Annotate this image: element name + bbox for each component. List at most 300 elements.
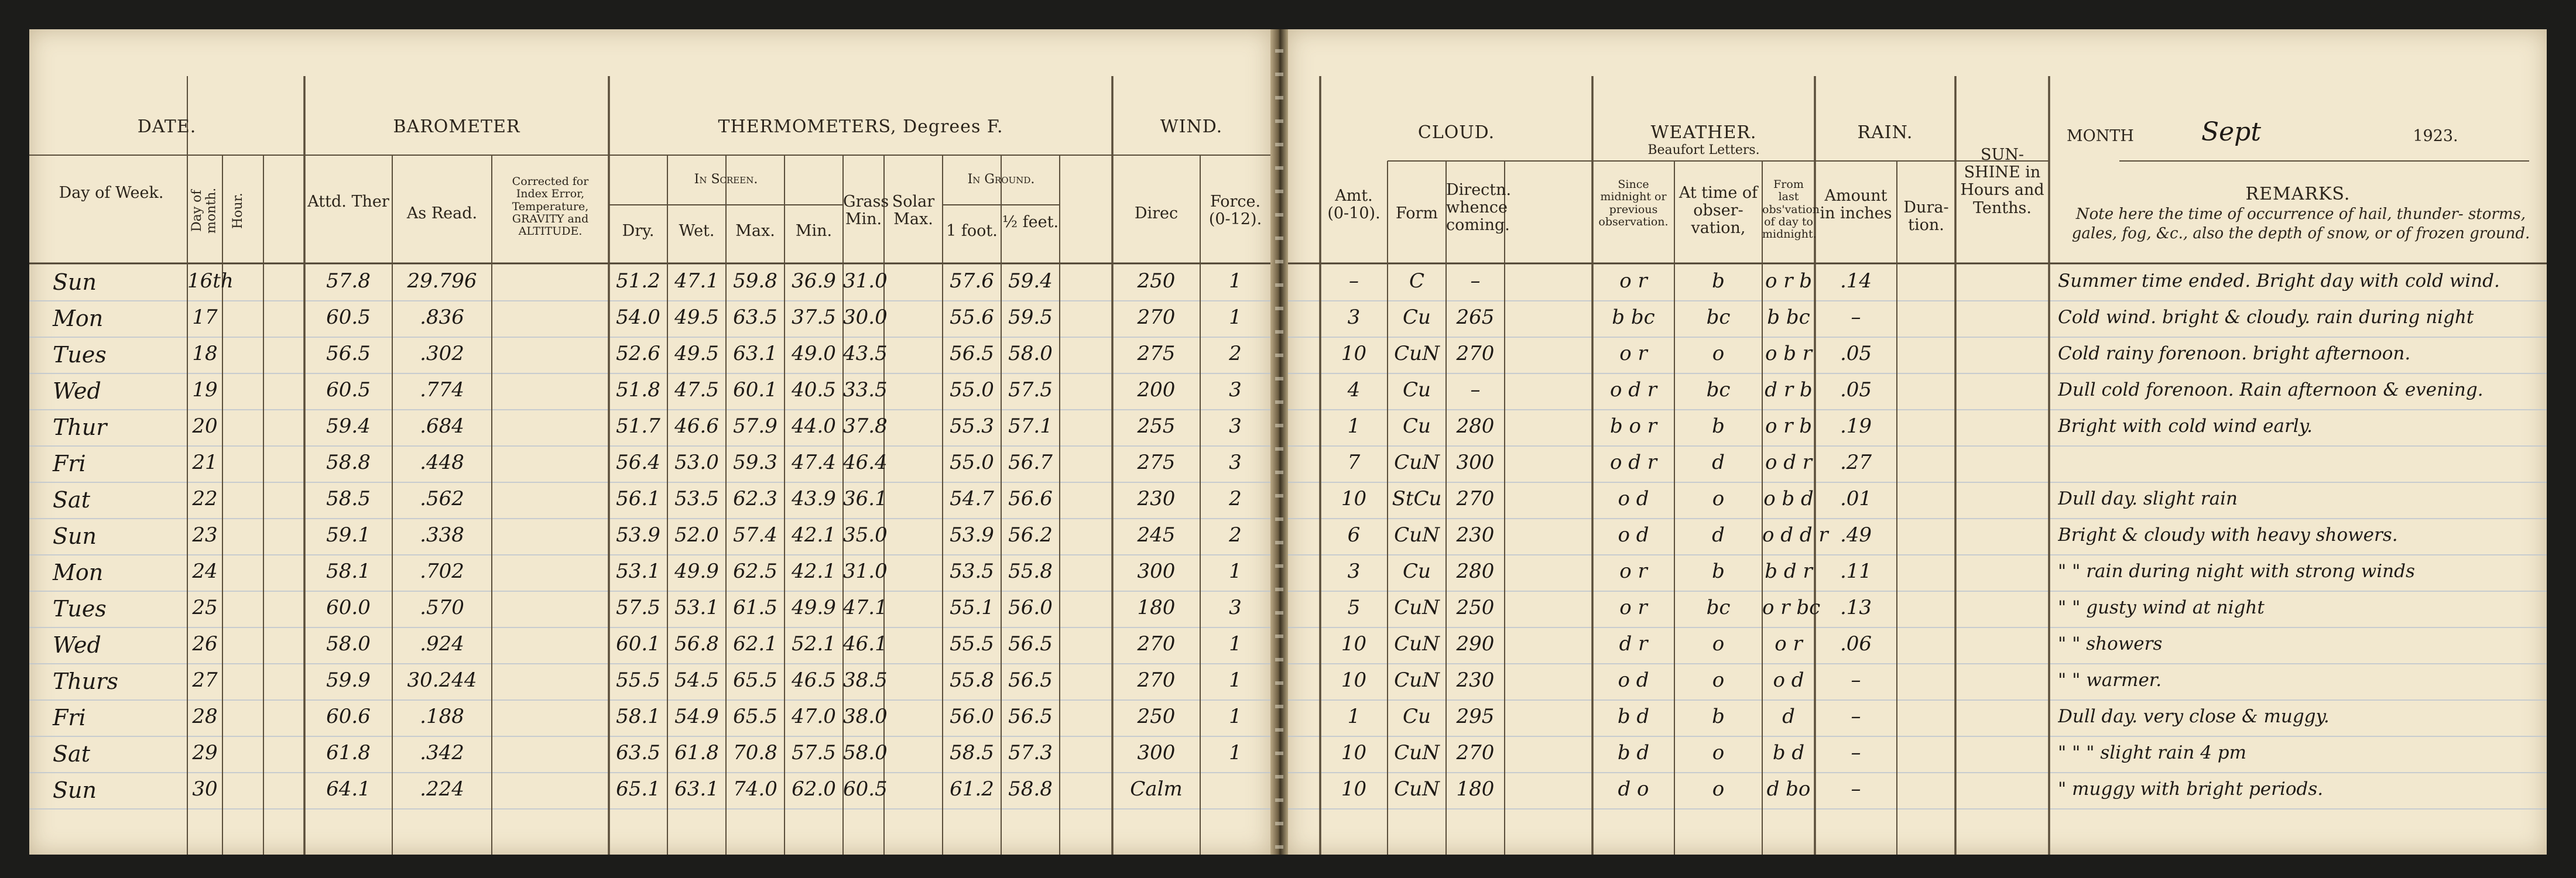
group-barometer: BAROMETER — [393, 116, 520, 137]
cell-weather-from-last: o d r — [1765, 451, 1813, 474]
cell-grass-min: 60.5 — [843, 777, 888, 801]
cell-day-of-month: 26 — [192, 632, 218, 656]
cell-wind-direction: 270 — [1137, 632, 1176, 656]
cell-as-read: .448 — [420, 451, 464, 474]
col-day-of-month: Day of month. — [190, 187, 219, 234]
cell-cloud-form: CuN — [1394, 632, 1440, 656]
cell-cloud-amount: 10 — [1341, 668, 1367, 692]
cell-ground-1ft: 55.3 — [950, 414, 994, 438]
cell-cloud-direction: 280 — [1456, 560, 1495, 583]
cell-cloud-amount: 10 — [1341, 741, 1367, 764]
cell-cloud-form: Cu — [1403, 560, 1431, 583]
col-dry: Dry. — [622, 222, 655, 240]
cell-rain-amount: – — [1851, 306, 1861, 329]
cell-day-of-week: Fri — [53, 705, 86, 730]
cell-cloud-direction: 270 — [1456, 487, 1495, 510]
cell-weather-from-last: d r b — [1765, 378, 1813, 402]
cell-attd-ther: 60.5 — [326, 306, 371, 329]
group-wind: WIND. — [1160, 116, 1223, 137]
col-half-feet: ½ feet. — [1002, 213, 1059, 231]
cell-max: 61.5 — [733, 596, 777, 619]
cell-weather-since: o r — [1619, 342, 1647, 365]
cell-dry: 57.5 — [616, 596, 660, 619]
cell-as-read: .342 — [420, 741, 464, 764]
cell-as-read: .302 — [420, 342, 464, 365]
cell-ground-1ft: 54.7 — [950, 487, 994, 510]
cell-dry: 63.5 — [616, 741, 660, 764]
cell-wet: 53.5 — [674, 487, 719, 510]
cell-wind-direction: 200 — [1137, 378, 1176, 402]
cell-grass-min: 37.8 — [843, 414, 888, 438]
cell-wind-force: 1 — [1229, 668, 1242, 692]
cell-weather-from-last: o d d r — [1762, 523, 1828, 547]
col-one-foot: 1 foot. — [946, 222, 998, 240]
col-rain-amount: Amount in inches — [1820, 187, 1892, 223]
cell-day-of-month: 29 — [192, 741, 218, 764]
cell-remark: Cold rainy forenoon. bright afternoon. — [2058, 343, 2411, 364]
cell-cloud-amount: 10 — [1341, 632, 1367, 656]
cell-min: 43.9 — [792, 487, 836, 510]
cell-weather-at-time: b — [1712, 414, 1725, 438]
cell-cloud-amount: 10 — [1341, 342, 1367, 365]
cell-attd-ther: 58.1 — [326, 560, 371, 583]
group-cloud: CLOUD. — [1417, 122, 1495, 143]
cell-ground-half: 56.7 — [1008, 451, 1053, 474]
cell-rain-amount: .27 — [1839, 451, 1872, 474]
cell-dry: 53.9 — [616, 523, 660, 547]
cell-weather-since: d r — [1619, 632, 1648, 656]
cell-cloud-form: CuN — [1394, 451, 1440, 474]
cell-wind-force: 2 — [1229, 342, 1242, 365]
cell-cloud-form: CuN — [1394, 342, 1440, 365]
cell-min: 37.5 — [792, 306, 836, 329]
cell-dry: 51.2 — [616, 269, 660, 293]
col-at-time: At time of obser- vation, — [1678, 184, 1758, 238]
cell-cloud-form: Cu — [1403, 414, 1431, 438]
cell-day-of-week: Wed — [53, 378, 101, 404]
cell-weather-from-last: b bc — [1767, 306, 1810, 329]
remarks-note: Note here the time of occurrence of hail, thunder- storms, gales, fog, &c., also the depth of snow, or of frozen ground. — [2071, 205, 2530, 242]
cell-wet: 61.8 — [674, 741, 719, 764]
cell-dry: 54.0 — [616, 306, 660, 329]
cell-wind-force: 1 — [1229, 705, 1242, 728]
col-in-screen: In Screen. — [694, 172, 758, 187]
cell-day-of-week: Mon — [53, 306, 104, 331]
cell-ground-half: 56.0 — [1008, 596, 1053, 619]
cell-ground-1ft: 55.6 — [950, 306, 994, 329]
cell-wind-direction: 270 — [1137, 306, 1176, 329]
group-thermometers: THERMOMETERS, Degrees F. — [718, 116, 1003, 137]
cell-day-of-month: 24 — [192, 560, 218, 583]
group-rain: RAIN. — [1857, 122, 1913, 143]
cell-weather-from-last: o b r — [1765, 342, 1813, 365]
cell-attd-ther: 57.8 — [326, 269, 371, 293]
cell-cloud-form: CuN — [1394, 777, 1440, 801]
cell-day-of-week: Wed — [53, 632, 101, 658]
cell-weather-at-time: b — [1712, 269, 1725, 293]
cell-day-of-week: Mon — [53, 560, 104, 585]
cell-weather-from-last: o r b — [1765, 414, 1813, 438]
cell-wind-force: 3 — [1229, 378, 1242, 402]
cell-cloud-direction: 265 — [1456, 306, 1495, 329]
cell-attd-ther: 60.6 — [326, 705, 371, 728]
cell-weather-since: o r — [1619, 560, 1647, 583]
cell-wind-force: 1 — [1229, 560, 1242, 583]
cell-grass-min: 58.0 — [843, 741, 888, 764]
cell-cloud-form: Cu — [1403, 378, 1431, 402]
cell-remark: " " " slight rain 4 pm — [2058, 742, 2247, 763]
right-page — [1288, 29, 2547, 855]
cell-cloud-direction: 230 — [1456, 668, 1495, 692]
col-grass-min: Grass Min. — [843, 193, 889, 229]
cell-day-of-week: Sat — [53, 487, 90, 513]
cell-remark: " " warmer. — [2058, 670, 2162, 691]
cell-cloud-direction: 295 — [1456, 705, 1495, 728]
cell-ground-half: 56.5 — [1008, 632, 1053, 656]
col-wet: Wet. — [679, 222, 715, 240]
cell-ground-half: 55.8 — [1008, 560, 1053, 583]
cell-min: 46.5 — [792, 668, 836, 692]
cell-cloud-amount: 1 — [1347, 414, 1361, 438]
cell-day-of-week: Thur — [53, 414, 107, 440]
cell-wind-direction: 250 — [1137, 269, 1176, 293]
cell-day-of-week: Tues — [53, 596, 107, 622]
cell-cloud-form: Cu — [1403, 306, 1431, 329]
cell-remark: Dull day. very close & muggy. — [2058, 706, 2330, 727]
cell-day-of-month: 20 — [192, 414, 218, 438]
cell-wind-direction: 300 — [1137, 741, 1176, 764]
cell-cloud-direction: – — [1470, 269, 1481, 293]
left-ledger-lines — [29, 29, 1270, 855]
cell-wind-force: 3 — [1229, 414, 1242, 438]
cell-rain-amount: .49 — [1839, 523, 1872, 547]
cell-wind-direction: 255 — [1137, 414, 1176, 438]
cell-cloud-amount: 10 — [1341, 487, 1367, 510]
cell-ground-half: 56.5 — [1008, 668, 1053, 692]
cell-weather-since: d o — [1618, 777, 1649, 801]
cell-weather-since: o d r — [1609, 378, 1657, 402]
col-in-ground: In Ground. — [967, 172, 1035, 187]
cell-wind-direction: Calm — [1130, 777, 1183, 801]
cell-rain-amount: .05 — [1839, 378, 1872, 402]
cell-day-of-month: 25 — [192, 596, 218, 619]
cell-ground-half: 59.5 — [1008, 306, 1053, 329]
cell-remark: Dull cold forenoon. Rain afternoon & evening. — [2058, 379, 2483, 400]
cell-rain-amount: .19 — [1839, 414, 1872, 438]
cell-day-of-month: 23 — [192, 523, 218, 547]
cell-cloud-direction: 270 — [1456, 741, 1495, 764]
col-as-read: As Read. — [406, 204, 478, 222]
cell-ground-1ft: 61.2 — [950, 777, 994, 801]
cell-attd-ther: 60.5 — [326, 378, 371, 402]
cell-wet: 52.0 — [674, 523, 719, 547]
cell-weather-from-last: o r — [1775, 632, 1803, 656]
cell-day-of-month: 16th — [187, 269, 234, 293]
cell-cloud-amount: 3 — [1347, 560, 1361, 583]
cell-remark: Summer time ended. Bright day with cold wind. — [2058, 270, 2500, 291]
cell-weather-since: b d — [1617, 741, 1650, 764]
year-value: 1923. — [2413, 127, 2458, 145]
cell-wet: 49.9 — [674, 560, 719, 583]
cell-rain-amount: – — [1851, 668, 1861, 692]
cell-as-read: .188 — [420, 705, 464, 728]
cell-dry: 56.4 — [616, 451, 660, 474]
cell-wet: 49.5 — [674, 342, 719, 365]
remarks-header: REMARKS. — [2245, 184, 2351, 204]
cell-max: 63.1 — [733, 342, 777, 365]
cell-grass-min: 36.1 — [843, 487, 888, 510]
cell-weather-at-time: bc — [1706, 306, 1731, 329]
cell-day-of-week: Fri — [53, 451, 86, 476]
cell-ground-half: 56.2 — [1008, 523, 1053, 547]
cell-rain-amount: .01 — [1839, 487, 1872, 510]
cell-as-read: .924 — [420, 632, 464, 656]
cell-cloud-direction: 290 — [1456, 632, 1495, 656]
cell-weather-from-last: o b d — [1763, 487, 1814, 510]
cell-weather-at-time: o — [1712, 777, 1725, 801]
cell-ground-1ft: 53.5 — [950, 560, 994, 583]
cell-ground-1ft: 55.0 — [950, 378, 994, 402]
cell-wet: 49.5 — [674, 306, 719, 329]
cell-ground-1ft: 55.0 — [950, 451, 994, 474]
cell-day-of-month: 27 — [192, 668, 218, 692]
col-cloud-amount: Amt. (0-10). — [1327, 187, 1381, 223]
cell-weather-from-last: o d — [1773, 668, 1804, 692]
cell-weather-from-last: o r bc — [1762, 596, 1821, 619]
cell-wet: 56.8 — [674, 632, 719, 656]
cell-ground-1ft: 57.6 — [950, 269, 994, 293]
cell-attd-ther: 58.0 — [326, 632, 371, 656]
cell-cloud-amount: 4 — [1347, 378, 1361, 402]
cell-cloud-form: StCu — [1392, 487, 1442, 510]
cell-wet: 53.1 — [674, 596, 719, 619]
cell-weather-at-time: o — [1712, 668, 1725, 692]
cell-rain-amount: .13 — [1839, 596, 1872, 619]
cell-attd-ther: 64.1 — [326, 777, 371, 801]
cell-as-read: 29.796 — [407, 269, 477, 293]
cell-cloud-form: CuN — [1394, 596, 1440, 619]
cell-wind-direction: 245 — [1137, 523, 1176, 547]
col-attd-ther: Attd. Ther — [307, 193, 389, 211]
cell-weather-at-time: d — [1712, 523, 1725, 547]
cell-as-read: .702 — [420, 560, 464, 583]
cell-wet: 47.5 — [674, 378, 719, 402]
cell-rain-amount: .14 — [1839, 269, 1872, 293]
cell-weather-at-time: bc — [1706, 596, 1731, 619]
cell-rain-amount: .11 — [1839, 560, 1872, 583]
cell-wet: 63.1 — [674, 777, 719, 801]
cell-attd-ther: 56.5 — [326, 342, 371, 365]
cell-cloud-direction: 180 — [1456, 777, 1495, 801]
cell-min: 42.1 — [792, 523, 836, 547]
cell-weather-from-last: d bo — [1766, 777, 1811, 801]
cell-cloud-form: Cu — [1403, 705, 1431, 728]
cell-grass-min: 31.0 — [843, 560, 888, 583]
cell-ground-half: 58.0 — [1008, 342, 1053, 365]
cell-weather-since: o d — [1618, 523, 1649, 547]
cell-min: 52.1 — [792, 632, 836, 656]
cell-grass-min: 30.0 — [843, 306, 888, 329]
cell-weather-at-time: bc — [1706, 378, 1731, 402]
cell-day-of-month: 19 — [192, 378, 218, 402]
cell-attd-ther: 60.0 — [326, 596, 371, 619]
cell-weather-at-time: d — [1712, 451, 1725, 474]
cell-day-of-week: Sun — [53, 777, 97, 803]
cell-remark: Cold wind. bright & cloudy. rain during night — [2058, 307, 2474, 328]
cell-attd-ther: 59.9 — [326, 668, 371, 692]
cell-cloud-amount: – — [1349, 269, 1359, 293]
cell-weather-since: o r — [1619, 596, 1647, 619]
cell-cloud-amount: 7 — [1347, 451, 1361, 474]
cell-weather-from-last: o r b — [1765, 269, 1813, 293]
group-sunshine: SUN- SHINE in Hours and Tenths. — [1960, 146, 2044, 217]
cell-day-of-week: Sun — [53, 523, 97, 549]
cell-day-of-month: 21 — [192, 451, 218, 474]
cell-min: 62.0 — [792, 777, 836, 801]
cell-max: 62.1 — [733, 632, 777, 656]
cell-dry: 53.1 — [616, 560, 660, 583]
cell-wind-force: 3 — [1229, 451, 1242, 474]
cell-max: 62.3 — [733, 487, 777, 510]
cell-ground-1ft: 56.5 — [950, 342, 994, 365]
group-date: DATE. — [137, 116, 197, 137]
month-label: MONTH — [2067, 127, 2134, 145]
cell-weather-since: o d — [1618, 487, 1649, 510]
cell-min: 49.0 — [792, 342, 836, 365]
col-hour: Hour. — [231, 193, 245, 229]
cell-weather-since: o d — [1618, 668, 1649, 692]
group-weather: WEATHER. — [1650, 122, 1757, 143]
cell-ground-1ft: 56.0 — [950, 705, 994, 728]
cell-attd-ther: 58.8 — [326, 451, 371, 474]
cell-cloud-direction: 250 — [1456, 596, 1495, 619]
left-page — [29, 29, 1270, 855]
cell-cloud-form: C — [1409, 269, 1424, 293]
cell-as-read: .836 — [420, 306, 464, 329]
cell-rain-amount: – — [1851, 777, 1861, 801]
cell-wind-force: 3 — [1229, 596, 1242, 619]
cell-max: 59.8 — [733, 269, 777, 293]
cell-max: 74.0 — [733, 777, 777, 801]
cell-ground-half: 58.8 — [1008, 777, 1053, 801]
cell-min: 47.4 — [792, 451, 836, 474]
cell-cloud-form: CuN — [1394, 741, 1440, 764]
cell-wind-force: 2 — [1229, 487, 1242, 510]
cell-weather-since: o d r — [1609, 451, 1657, 474]
cell-as-read: .570 — [420, 596, 464, 619]
cell-grass-min: 46.1 — [843, 632, 888, 656]
cell-weather-at-time: o — [1712, 342, 1725, 365]
col-force: Force. (0-12). — [1208, 193, 1262, 229]
cell-ground-half: 56.6 — [1008, 487, 1053, 510]
cell-wet: 47.1 — [674, 269, 719, 293]
group-weather-sub: Beaufort Letters. — [1647, 143, 1760, 157]
col-day-of-week: Day of Week. — [59, 184, 164, 202]
cell-min: 40.5 — [792, 378, 836, 402]
cell-wind-direction: 275 — [1137, 342, 1176, 365]
cell-dry: 65.1 — [616, 777, 660, 801]
cell-max: 65.5 — [733, 668, 777, 692]
cell-attd-ther: 59.4 — [326, 414, 371, 438]
cell-wind-force: 1 — [1229, 269, 1242, 293]
cell-max: 59.3 — [733, 451, 777, 474]
cell-dry: 58.1 — [616, 705, 660, 728]
cell-cloud-direction: 270 — [1456, 342, 1495, 365]
cell-min: 42.1 — [792, 560, 836, 583]
cell-wet: 53.0 — [674, 451, 719, 474]
cell-max: 63.5 — [733, 306, 777, 329]
cell-cloud-form: CuN — [1394, 523, 1440, 547]
cell-as-read: 30.244 — [407, 668, 477, 692]
cell-cloud-direction: – — [1470, 378, 1481, 402]
cell-ground-1ft: 58.5 — [950, 741, 994, 764]
cell-max: 57.4 — [733, 523, 777, 547]
cell-dry: 60.1 — [616, 632, 660, 656]
cell-cloud-amount: 5 — [1347, 596, 1361, 619]
cell-cloud-form: CuN — [1394, 668, 1440, 692]
cell-max: 65.5 — [733, 705, 777, 728]
cell-rain-amount: – — [1851, 741, 1861, 764]
cell-as-read: .224 — [420, 777, 464, 801]
cell-remark: Bright & cloudy with heavy showers. — [2058, 524, 2398, 546]
col-corrected: Corrected for Index Error, Temperature, GRAVITY and ALTITUDE. — [512, 175, 589, 238]
cell-weather-from-last: b d — [1772, 741, 1805, 764]
cell-wind-direction: 230 — [1137, 487, 1176, 510]
cell-as-read: .562 — [420, 487, 464, 510]
cell-ground-1ft: 55.5 — [950, 632, 994, 656]
cell-cloud-direction: 280 — [1456, 414, 1495, 438]
cell-remark: " " showers — [2058, 633, 2163, 654]
cell-remark: Bright with cold wind early. — [2058, 416, 2313, 437]
col-min: Min. — [795, 222, 833, 240]
binding-stitching — [1275, 29, 1283, 855]
cell-grass-min: 47.1 — [843, 596, 888, 619]
logbook-spread — [29, 29, 2547, 855]
cell-max: 62.5 — [733, 560, 777, 583]
cell-weather-since: o r — [1619, 269, 1647, 293]
col-cloud-direction: Directn. whence coming. — [1446, 181, 1512, 235]
cell-as-read: .338 — [420, 523, 464, 547]
cell-max: 70.8 — [733, 741, 777, 764]
cell-dry: 55.5 — [616, 668, 660, 692]
cell-dry: 52.6 — [616, 342, 660, 365]
cell-dry: 51.7 — [616, 414, 660, 438]
cell-day-of-week: Tues — [53, 342, 107, 368]
cell-weather-since: b o r — [1609, 414, 1657, 438]
cell-weather-at-time: b — [1712, 705, 1725, 728]
cell-weather-at-time: b — [1712, 560, 1725, 583]
cell-ground-half: 57.1 — [1008, 414, 1053, 438]
col-from-last: From last obs'vation of day to midnight. — [1762, 178, 1820, 241]
cell-cloud-amount: 6 — [1347, 523, 1361, 547]
cell-day-of-month: 28 — [192, 705, 218, 728]
cell-remark: " " rain during night with strong winds — [2058, 561, 2415, 582]
cell-remark: " " gusty wind at night — [2058, 597, 2265, 618]
cell-max: 57.9 — [733, 414, 777, 438]
cell-weather-at-time: o — [1712, 741, 1725, 764]
cell-rain-amount: – — [1851, 705, 1861, 728]
cell-as-read: .684 — [420, 414, 464, 438]
cell-dry: 51.8 — [616, 378, 660, 402]
cell-wind-direction: 275 — [1137, 451, 1176, 474]
cell-wet: 54.9 — [674, 705, 719, 728]
cell-weather-at-time: o — [1712, 487, 1725, 510]
right-ledger-lines — [1288, 29, 2547, 855]
cell-min: 49.9 — [792, 596, 836, 619]
cell-attd-ther: 61.8 — [326, 741, 371, 764]
cell-ground-1ft: 55.1 — [950, 596, 994, 619]
cell-wet: 46.6 — [674, 414, 719, 438]
